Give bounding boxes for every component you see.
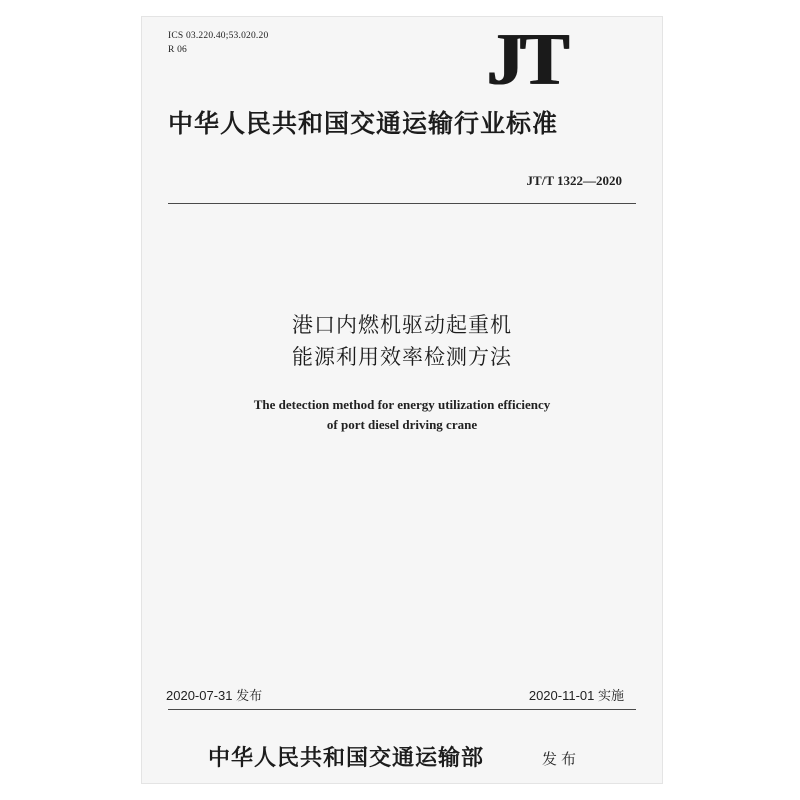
chinese-title: [142, 309, 662, 373]
standard-number: JT/T 1322—2020: [526, 173, 622, 188]
jt-logo: JT: [487, 19, 566, 101]
header-codes: [168, 29, 268, 57]
publisher-name: 中华人民共和国交通运输部: [208, 746, 485, 771]
publish-action: 发布: [542, 750, 581, 768]
chinese-title-line-1: 港口内燃机驱动起重机: [292, 313, 512, 337]
issue-date: 2020-07-31 发布: [166, 688, 263, 703]
ics-code: ICS 03.220.40;53.020.20: [168, 31, 269, 41]
implementation-date: 2020-11-01 实施: [528, 688, 624, 703]
classification-code: R 06: [168, 45, 188, 55]
english-title-line-1: The detection method for energy utilization efficiency: [253, 397, 551, 412]
english-title: [142, 395, 662, 435]
chinese-title-line-2: 能源利用效率检测方法: [292, 345, 512, 369]
document-cover: [142, 17, 662, 783]
english-title-line-2: of port diesel driving crane: [326, 417, 478, 432]
bottom-divider: [168, 709, 636, 710]
top-divider: [168, 203, 636, 204]
standard-category-title: 中华人民共和国交通运输行业标准: [168, 109, 559, 138]
